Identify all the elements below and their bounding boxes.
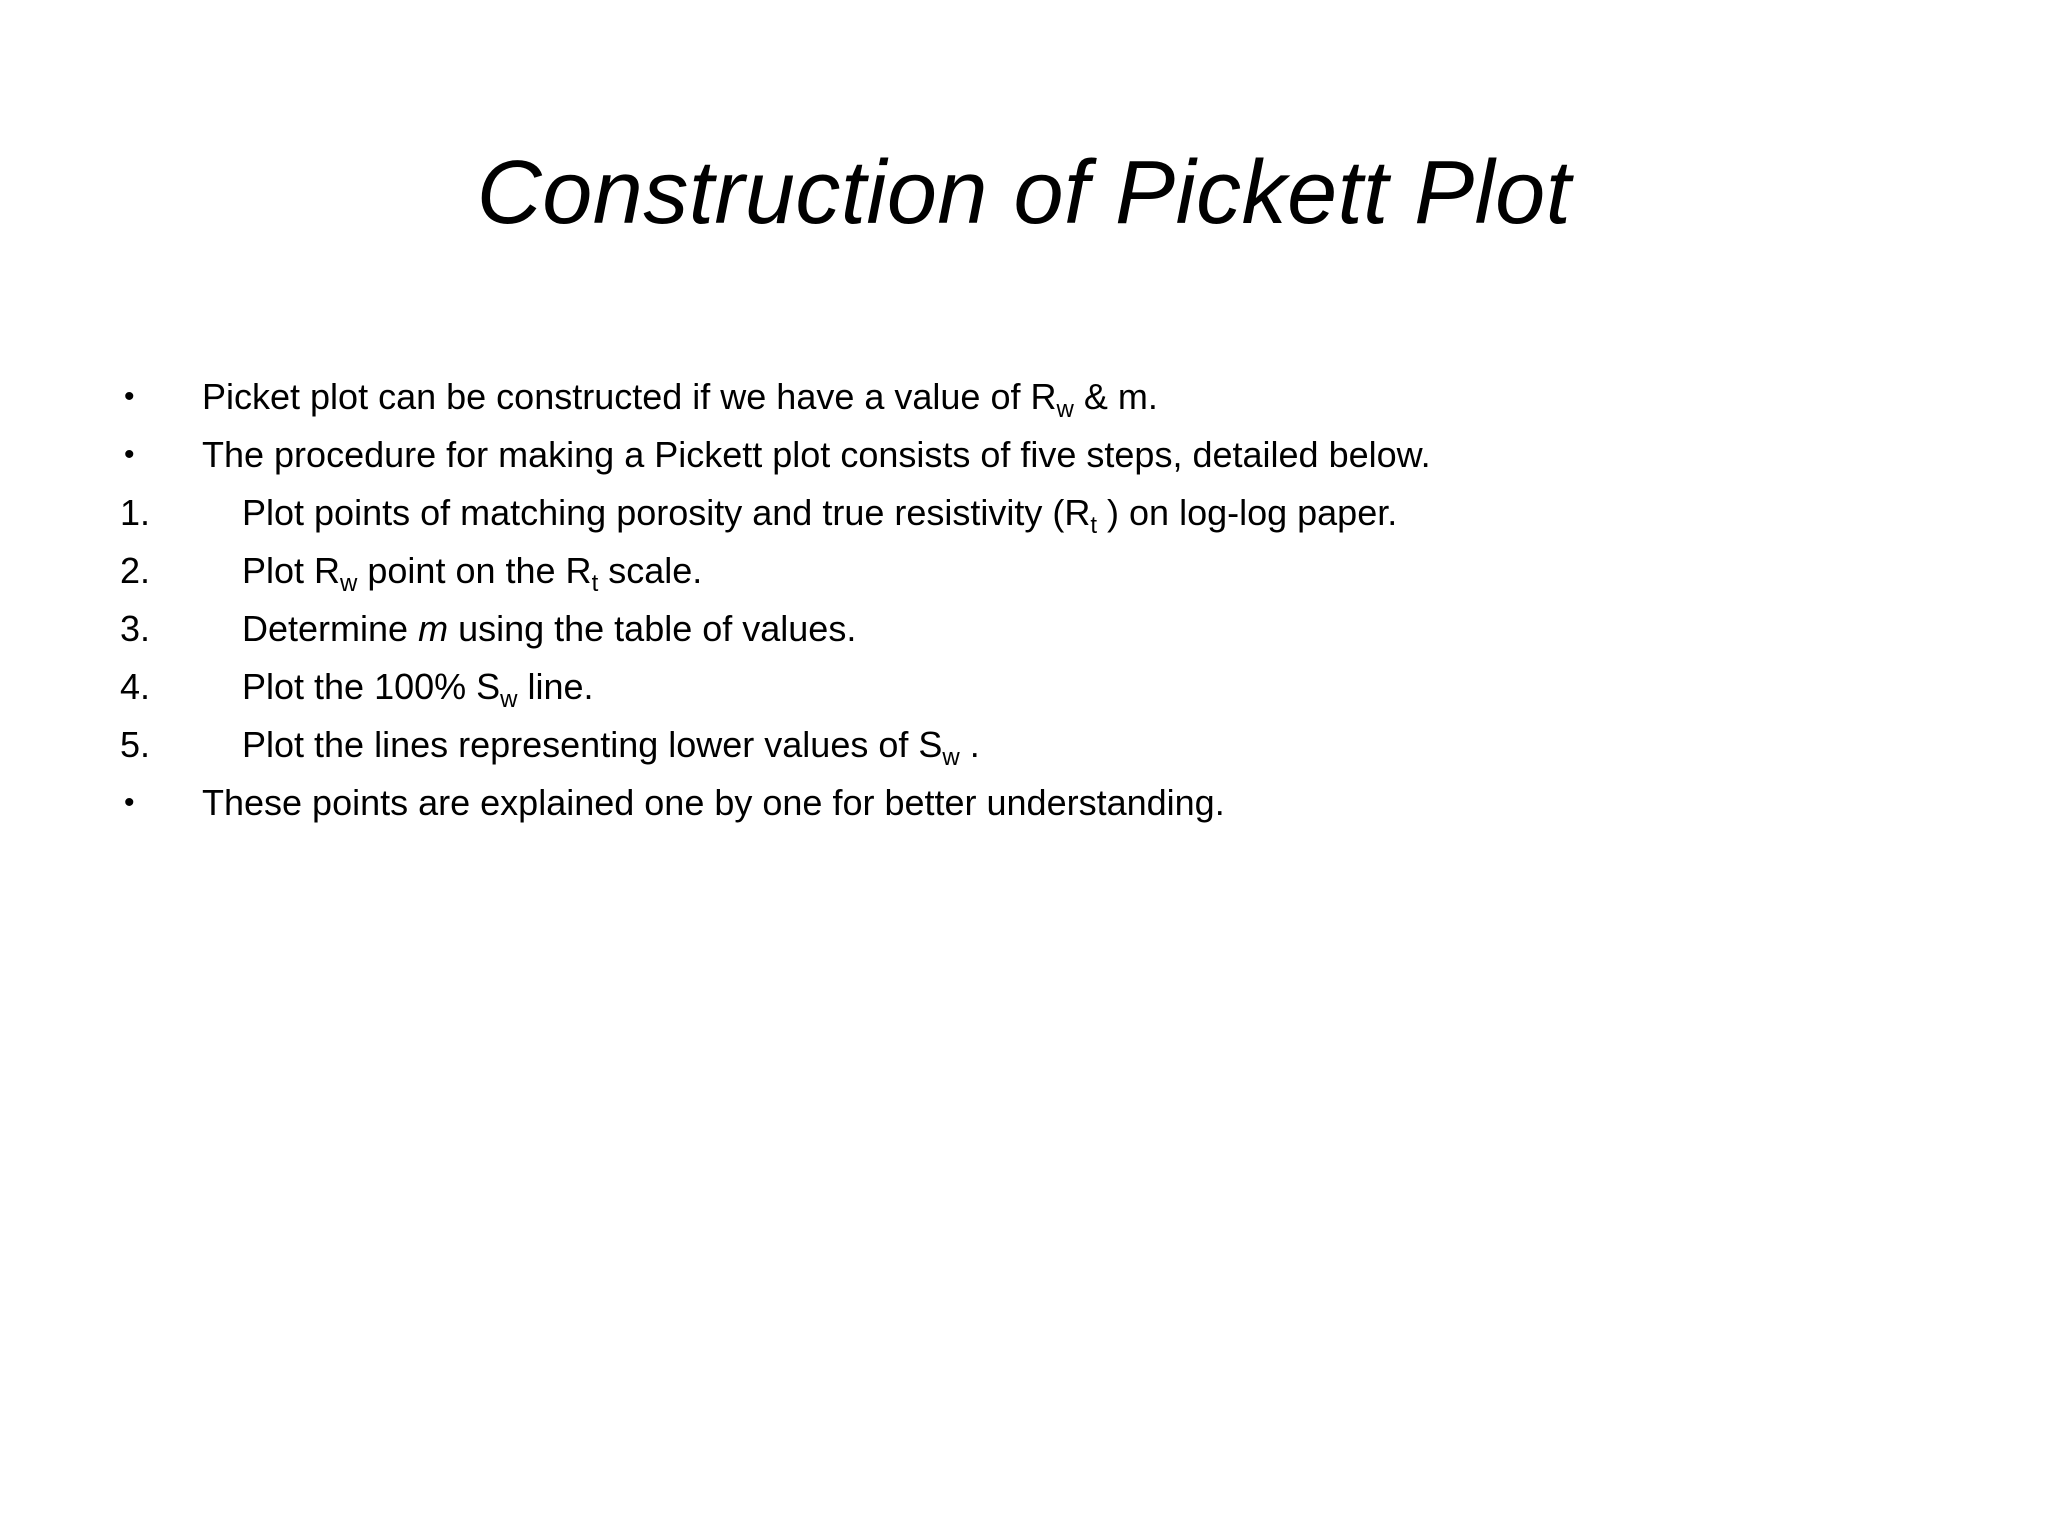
number-marker: 4.	[120, 666, 151, 707]
bullet-marker: •	[124, 380, 135, 413]
number-marker: 1.	[120, 492, 151, 533]
list-item	[120, 774, 1980, 832]
list-item-text: Plot the lines representing lower values of $S_w$ .	[242, 724, 980, 771]
list-item	[120, 716, 1980, 774]
list-item	[120, 600, 1980, 658]
content-list	[120, 368, 1980, 832]
list-item	[120, 426, 1980, 484]
list-item	[120, 542, 1980, 600]
list-item-text: Plot the 100% $S_w$ line.	[242, 666, 594, 713]
list-item-text: Picket plot can be constructed if we have a value of $R_w$ & m.	[202, 376, 1158, 423]
list-item-text: The procedure for making a Pickett plot consists of five steps, detailed below.	[202, 434, 1431, 475]
number-marker: 3.	[120, 608, 151, 649]
list-item	[120, 368, 1980, 426]
list-item	[120, 658, 1980, 716]
number-marker: 5.	[120, 724, 151, 765]
list-item-text: Plot points of matching porosity and true resistivity ($R_t$ ) on log-log paper.	[242, 492, 1398, 539]
number-marker: 2.	[120, 550, 151, 591]
list-item-text: Plot $R_w$ point on the $R_t$ scale.	[242, 550, 703, 597]
bullet-marker: •	[124, 438, 135, 471]
list-item-text: These points are explained one by one for better understanding.	[202, 782, 1225, 823]
list-item-text: Determine m using the table of values.	[242, 608, 857, 649]
list-item	[120, 484, 1980, 542]
slide-title: Construction of Pickett Plot	[476, 143, 1572, 243]
bullet-marker: •	[124, 786, 135, 819]
